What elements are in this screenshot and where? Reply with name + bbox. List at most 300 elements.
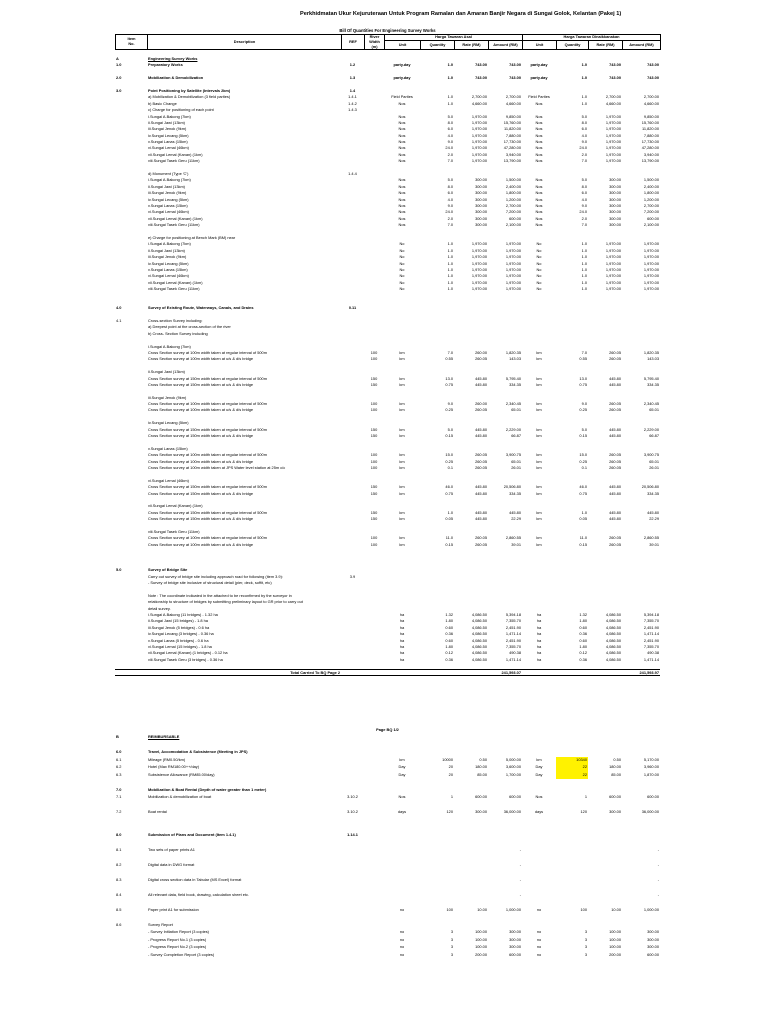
unit: Nos [398,126,406,132]
quantity: 0.15 [445,433,453,439]
amount: 1,970.00 [505,279,521,285]
unit-revised: km [536,541,542,547]
table-row [115,862,660,870]
unit-revised [522,854,556,862]
rate: 100.00 [475,944,487,949]
amount-revised [622,787,660,795]
quantity: 1 [450,794,453,799]
quantity: 11.0 [445,535,453,541]
quantity: 1.0 [447,94,453,100]
item-description: Cross-section Survey including: [148,318,203,324]
item-no: 8.2 [116,861,122,867]
item-no [115,869,147,877]
unit-revised: ha [536,656,542,662]
spacer-row [115,779,660,787]
amount-revised: 1,970.00 [643,241,659,247]
item-ref [341,847,364,855]
unit-revised [522,787,556,795]
rate-revised: 743.00 [609,62,621,68]
unit [384,847,420,855]
unit: Field Parties [391,94,413,100]
unit-revised [522,734,556,742]
item-description: Survey of Bridge Site [148,567,188,573]
quantity-revised [556,839,588,847]
item-ref [341,764,364,772]
amount [488,854,522,862]
amount-revised: 3,960.00 [643,764,659,769]
unit: Nos [398,100,406,106]
rate-revised: 4,086.50 [605,611,621,617]
item-no [115,952,147,960]
rate: 445.80 [475,484,487,490]
rate-revised: 4,086.50 [605,637,621,643]
item-no: 6.1 [116,756,122,762]
item-ref: 3.10.2 [347,794,358,799]
item-ref [341,824,364,832]
item-ref [341,884,364,892]
quantity: 0.60 [445,624,453,630]
river-width [364,944,384,952]
quantity-revised: 0.25 [579,458,587,464]
rate: 4,086.50 [471,618,487,624]
item-description: iv.Sungai Lecang (5km) [148,196,189,202]
unit-revised: No [536,266,542,272]
quantity-revised [556,824,588,832]
quantity-revised: 7.0 [581,349,587,355]
quantity: 7.0 [447,349,453,355]
rate-revised: 4,086.50 [605,618,621,624]
quantity: 13.0 [445,375,453,381]
amount: 300.00 [509,944,521,949]
item-ref [341,670,364,676]
amount: 600.00 [509,951,521,957]
unit-revised: km [536,426,542,432]
unit-revised: Nos [535,119,543,125]
rate-revised: 4,086.50 [605,624,621,630]
river-width: 100 [370,407,378,413]
item-no [115,779,147,787]
amount-revised: 2,451.90 [643,637,659,643]
amount-revised [622,742,660,750]
unit [384,854,420,862]
item-no: 6.0 [116,749,122,754]
rate: 743.00 [475,62,487,68]
amount-revised: 1,471.14 [643,656,659,662]
unit: days [397,809,407,814]
river-width [364,749,384,757]
rate: 260.05 [475,452,487,458]
quantity-revised: 0.12 [579,650,587,656]
amount: 7,355.70 [505,618,521,624]
amount-revised [622,824,660,832]
rate: 1,970.00 [471,279,487,285]
amount: 1,970.00 [505,273,521,279]
item-description [147,914,341,922]
unit: km [399,452,405,458]
item-description: vi.Sungai Lemal (46km) [148,273,189,279]
amount-revised: 2,700.00 [643,94,659,100]
item-no: 4.1 [116,318,122,324]
rate-revised [588,749,622,757]
river-width: 100 [370,349,378,355]
quantity-revised [556,749,588,757]
rate-revised: 4,086.50 [605,643,621,649]
rate-revised: 260.05 [609,465,621,470]
item-no: 2.0 [116,75,122,81]
quantity [420,892,454,900]
item-description: Cross Section survey at 150m width taken at regular interval of 500m [148,484,267,490]
quantity-revised [556,914,588,922]
quantity-revised: 3 [584,944,587,949]
quantity: 3 [450,951,453,957]
amount-revised: 65.01 [649,407,659,413]
rate: 1,970.00 [471,113,487,119]
rate-revised: 1,970.00 [605,126,621,132]
amount-revised: 3,900.75 [643,452,659,458]
unit-revised [522,884,556,892]
spacer-row [115,802,660,810]
rate-revised [588,854,622,862]
rate [454,670,488,676]
quantity [420,787,454,795]
item-no: 1.0 [116,62,122,68]
amount-revised [622,832,660,840]
quantity: 2.0 [447,151,453,157]
item-description: vi.Sungai Lemal (15 bridges) - 1.8 ha [148,643,212,649]
item-description: Survey Report [148,921,173,927]
unit-revised: km [536,356,542,362]
item-ref: 1.4.1 [348,94,357,100]
item-description: Mileage (RM0.50/km) [148,756,186,762]
quantity: 9.0 [447,202,453,208]
river-width: 100 [370,535,378,541]
river-width: 150 [370,490,378,496]
amount-revised: 2,340.45 [643,401,659,407]
quantity-revised: 8.0 [581,119,587,125]
amount: 1,700.00 [505,771,521,777]
unit: ha [399,650,405,656]
item-no [115,839,147,847]
quantity-revised: 5.0 [581,426,587,432]
amount-revised: 7,880.00 [643,132,659,138]
header-unit: Unit [385,40,421,50]
item-no [115,899,147,907]
quantity: 3 [450,944,453,949]
rate-revised: 85.00 [611,771,621,777]
unit: Nos [398,132,406,138]
quantity-revised: 3 [584,951,587,957]
quantity-revised [556,817,588,825]
river-width [364,892,384,900]
unit: Nos [398,177,406,183]
rate-revised: 1,970.00 [605,247,621,253]
item-description: Hotel (Max RM180.00++/day) [148,764,200,769]
page-label: Page BQ 1/2 [376,727,399,732]
amount: 600.00 [509,794,521,799]
rate-revised: 1,970.00 [605,286,621,292]
item-description: i.Sungai A.Bakong (7km) [148,343,191,349]
unit-revised: ha [536,643,542,649]
amount: 7,200.00 [505,209,521,215]
boq-header [115,34,661,50]
amount-revised: 2,700.00 [643,202,659,208]
unit: Nos [398,209,406,215]
item-description: - Survey Completion Report (3 copies) [148,951,215,957]
table-row [115,877,660,885]
unit: no [399,951,405,957]
unit: No [399,266,405,272]
unit-revised: No [536,254,542,260]
spacer-row [115,914,660,922]
quantity-revised [556,734,588,742]
unit-revised: km [536,465,542,470]
rate: 445.80 [475,375,487,381]
item-description: Cross Section survey at 100m width taken at u/s & d/s bridge [148,407,254,413]
rate-revised: 445.80 [609,426,621,432]
river-width [364,779,384,787]
amount: 7,355.70 [505,643,521,649]
rate: 260.00 [475,349,487,355]
amount-revised: 1,000.00 [643,906,659,912]
quantity-revised: 0.36 [579,631,587,637]
quantity: 0.60 [445,637,453,643]
rate-revised: 1,970.00 [605,113,621,119]
amount-revised [622,899,660,907]
amount-revised: 1,870.00 [643,771,659,777]
amount-revised: 17,730.00 [641,139,659,145]
river-width [364,914,384,922]
rate-revised: 300.00 [609,209,621,215]
unit: no [399,906,405,912]
item-description: Mobilization & Boat Rental (Depth of water greater than 1 meter) [148,786,267,792]
unit-revised: Nos [535,215,543,221]
quantity [420,862,454,870]
amount: 1,970.00 [505,247,521,253]
item-description: viii.Sungai Tasek Geru (3 bridges) - 0.36 ha [148,656,223,662]
rate [454,914,488,922]
item-description: v.Sungai Lanas (5 bridges) - 0.6 ha [148,637,209,643]
unit-revised [522,670,556,676]
quantity-revised: 120 [580,809,587,814]
quantity-revised [556,892,588,900]
item-description: Cross Section survey at 150m width taken at u/s & d/s bridge [148,516,254,522]
rate [454,869,488,877]
rate: 1,970.00 [471,158,487,164]
unit-revised: km [536,509,542,515]
unit-revised: km [536,401,542,407]
unit: no [399,944,405,949]
item-description: Total Carried To BQ Page 2 [147,670,341,676]
unit: party.day [393,62,411,68]
rate: 260.05 [475,407,487,413]
quantity: 6.0 [447,190,453,196]
table-row [115,772,660,780]
item-description: i.Sungai A.Bakong (7km) [148,113,191,119]
amount-revised: 1,820.35 [643,349,659,355]
amount-revised: 5,795.40 [643,375,659,381]
amount-revised: 1,471.14 [643,631,659,637]
river-width [364,794,384,802]
item-description: REIMBURSABLE [148,734,180,739]
quantity: 10000 [442,756,453,762]
rate-revised: 300.00 [609,183,621,189]
amount-revised: 2,229.00 [643,426,659,432]
amount-revised: 445.80 [647,509,659,515]
unit: No [399,273,405,279]
rate: 100.00 [475,936,487,942]
item-description [147,802,341,810]
item-ref: 1.4.2 [348,100,357,106]
quantity-revised: 9.0 [581,202,587,208]
amount-revised: 47,280.00 [641,145,659,151]
rate: 1,970.00 [471,247,487,253]
amount: 47,280.00 [503,145,521,151]
unit: km [399,407,405,413]
rate: 743.00 [475,75,487,81]
item-no [115,824,147,832]
rate-revised: 300.00 [609,202,621,208]
amount-revised: 7,355.70 [643,643,659,649]
unit: No [399,286,405,292]
item-description: Boat rental [148,809,167,814]
rate: 4,660.00 [471,100,487,106]
item-description: detail survey. [148,605,171,611]
quantity: 1.0 [447,75,453,81]
table-row [115,929,660,937]
amount-revised: 241,593.97 [622,670,660,676]
item-description: iv.Sungai Lecang (5km) [148,260,189,266]
quantity: 20 [448,771,453,777]
rate-revised: 100.00 [609,936,621,942]
rate [454,847,488,855]
amount-revised: 1,970.00 [643,266,659,272]
quantity-revised: 11.0 [579,535,587,541]
river-width: 100 [370,541,378,547]
item-description [147,899,341,907]
river-width: 150 [370,509,378,515]
item-no: 6.2 [116,764,122,769]
quantity-revised: 4.0 [581,196,587,202]
item-ref: 1.3 [349,75,356,81]
item-description: Digital cross section data in Tabular (MS Excel) format [148,876,242,882]
unit: No [399,247,405,253]
amount: 1,471.14 [505,631,521,637]
quantity-revised: 0.25 [579,407,587,413]
rate [454,817,488,825]
unit-revised: km [536,452,542,458]
river-width: 150 [370,375,378,381]
quantity: 1.0 [447,509,453,515]
river-width: 150 [370,484,378,490]
amount: 2,451.90 [505,624,521,630]
rate: 300.00 [475,202,487,208]
unit [384,877,420,885]
item-description: e) Charge for positioning at Bench Mark (BM) near [148,234,236,240]
item-description: b) Basic Change [148,100,177,106]
item-no: 4.0 [116,305,122,311]
river-width [364,862,384,870]
quantity [420,670,454,676]
unit-revised: Nos [535,100,543,106]
item-description: Cross Section survey at 150m width taken at regular interval of 500m [148,375,267,381]
rate [454,922,488,930]
rate-revised: 1,970.00 [605,139,621,145]
amount: 26.01 [511,465,521,470]
rate: 300.00 [475,183,487,189]
quantity: 9.0 [447,139,453,145]
item-no: 8.4 [116,891,122,897]
unit-revised [522,914,556,922]
quantity-revised: 1 [584,794,587,799]
rate-revised: 260.05 [609,452,621,458]
rate-revised: 1,970.00 [605,151,621,157]
unit-revised [522,922,556,930]
rate [454,779,488,787]
quantity [420,854,454,862]
quantity-revised: 0.1 [581,465,587,470]
quantity-revised: 0.05 [579,516,587,522]
rate-revised [588,847,622,855]
amount [488,899,522,907]
item-no: 8.5 [116,906,122,912]
quantity [420,832,454,840]
unit-revised: km [536,490,542,496]
unit-revised: Nos [535,183,543,189]
item-no: 3.0 [116,87,122,93]
quantity: 0.36 [445,631,453,637]
river-width [364,922,384,930]
item-description: Submission of Plans and Document (Item 1.4.1) [148,831,236,837]
rate: 445.80 [475,516,487,522]
item-description: - Survey Initiation Report (3 copies) [148,929,209,934]
document-title: Perkhidmatan Ukur Kejuruteraan Untuk Program Ramalan dan Amaran Banjir Negara di Sungai Golok, Kelantan (Pakej 1) [300,11,622,17]
quantity-revised: 0.55 [579,356,587,362]
rate: 1,970.00 [471,145,487,151]
item-no: 7.1 [116,794,122,799]
quantity [420,817,454,825]
item-description: Cross Section survey at 150m width taken at u/s & d/s bridge [148,381,254,387]
unit [384,749,420,757]
quantity-revised: 46.0 [579,484,587,490]
rate [454,877,488,885]
unit: Nos [398,222,406,228]
item-ref: 3.10.2 [347,809,358,814]
rate-revised: 260.05 [609,401,621,407]
item-description [147,824,341,832]
amount: 300.00 [509,936,521,942]
rate [454,832,488,840]
item-description: viii.Sungai Tasek Geru (11km) [148,286,200,292]
quantity-revised: 24.0 [579,145,587,151]
item-description: ii.Sungai Jawi (15 bridges) - 1.8 ha [148,618,208,624]
quantity-revised: 1.80 [579,643,587,649]
rate [454,862,488,870]
quantity [420,899,454,907]
quantity: 4.0 [447,196,453,202]
rate: 200.00 [475,951,487,957]
unit: km [399,756,405,762]
unit-revised: Field Parties [528,94,550,100]
item-description: v.Sungai Lanas (15km) [148,445,188,451]
item-ref [341,742,364,750]
rate-revised: 260.05 [609,535,621,541]
rate [454,734,488,742]
quantity [420,779,454,787]
item-ref [341,749,364,757]
unit-revised [522,802,556,810]
unit-revised: Nos [535,151,543,157]
amount-revised [622,779,660,787]
